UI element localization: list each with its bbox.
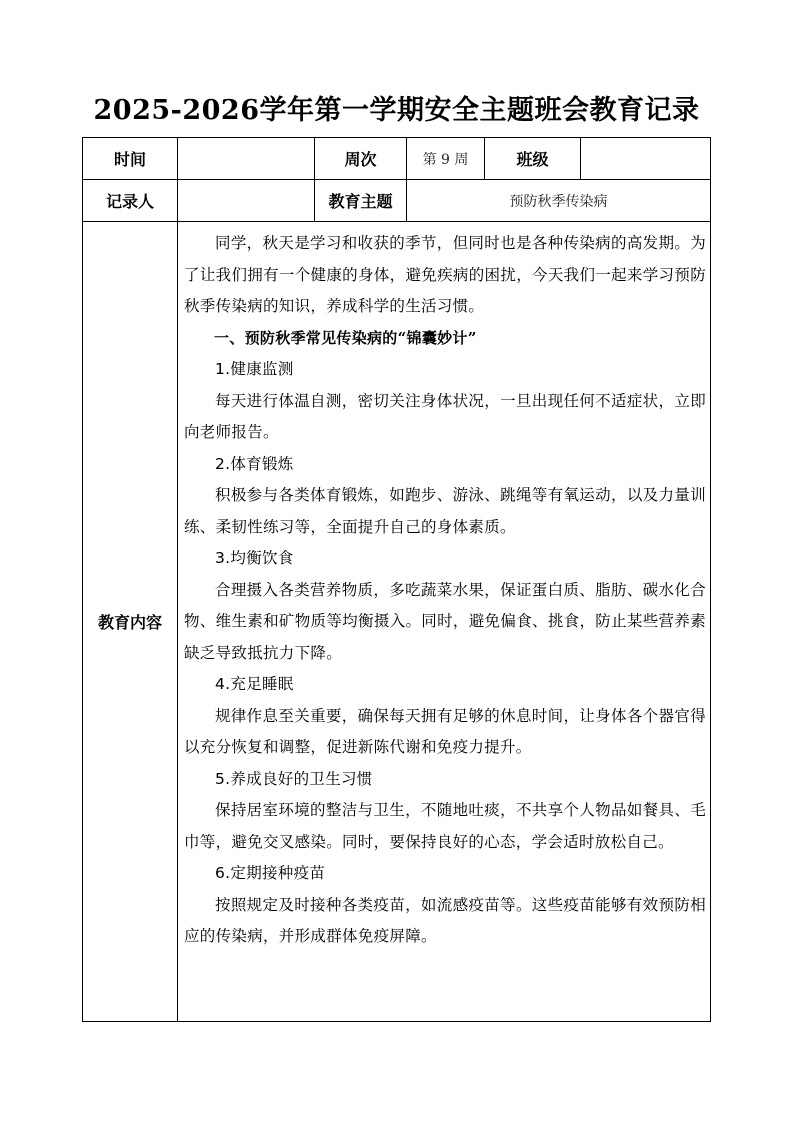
document-title: 2025-2026学年第一学期安全主题班会教育记录	[93, 95, 700, 126]
paragraph-hygiene: 保持居室环境的整洁与卫生，不随地吐痰，不共享个人物品如餐具、毛巾等，避免交叉感染。同时，要保持良好的心态，学会适时放松自己。	[184, 801, 706, 851]
class-label: 班级	[485, 138, 581, 180]
content-body	[178, 222, 711, 1022]
week-label: 周次	[315, 138, 407, 180]
paragraph-sleep: 规律作息至关重要，确保每天拥有足够的休息时间，让身体各个器官得以充分恢复和调整，促进新陈代谢和免疫力提升。	[184, 706, 706, 756]
subheading-health-monitoring: 1.健康监测	[215, 360, 294, 378]
paragraph-vaccination: 按照规定及时接种各类疫苗，如流感疫苗等。这些疫苗能够有效预防相应的传染病，并形成群体免疫屏障。	[184, 895, 706, 945]
topic-label: 教育主题	[315, 180, 407, 222]
content-row	[83, 222, 711, 1022]
intro-paragraph: 同学，秋天是学习和收获的季节，但同时也是各种传染病的高发期。为了让我们拥有一个健康的身体，避免疾病的困扰，今天我们一起来学习预防秋季传染病的知识，养成科学的生活习惯。	[184, 234, 706, 315]
topic-value: 预防秋季传染病	[407, 180, 711, 222]
subheading-vaccination: 6.定期接种疫苗	[215, 864, 326, 882]
record-table	[82, 137, 711, 1022]
recorder-value	[178, 180, 315, 222]
header-row-2	[83, 180, 711, 222]
time-label: 时间	[83, 138, 178, 180]
recorder-label: 记录人	[83, 180, 178, 222]
content-label: 教育内容	[83, 222, 178, 1022]
class-value	[581, 138, 711, 180]
subheading-sleep: 4.充足睡眠	[215, 675, 294, 693]
paragraph-exercise: 积极参与各类体育锻炼，如跑步、游泳、跳绳等有氧运动，以及力量训练、柔韧性练习等，全面提升自己的身体素质。	[184, 486, 706, 536]
week-value: 第 9 周	[407, 138, 485, 180]
subheading-hygiene: 5.养成良好的卫生习惯	[215, 769, 373, 788]
time-value	[178, 138, 315, 180]
header-row-1	[83, 138, 711, 180]
subheading-diet: 3.均衡饮食	[215, 549, 294, 567]
section-heading: 一、预防秋季常见传染病的“锦囊妙计”	[214, 328, 477, 347]
paragraph-health-monitoring: 每天进行体温自测，密切关注身体状况，一旦出现任何不适症状，立即向老师报告。	[184, 391, 706, 441]
paragraph-diet: 合理摄入各类营养物质，多吃蔬菜水果，保证蛋白质、脂肪、碳水化合物、维生素和矿物质等均衡摄入。同时，避免偏食、挑食，防止某些营养素缺乏导致抵抗力下降。	[184, 580, 706, 662]
subheading-exercise: 2.体育锻炼	[215, 454, 294, 473]
